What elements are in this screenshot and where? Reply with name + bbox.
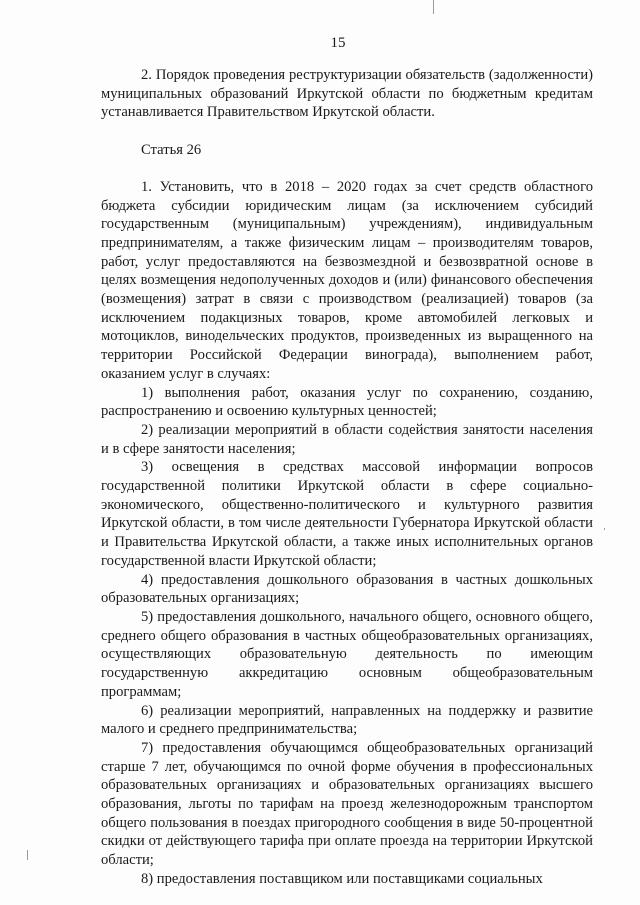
- list-item: 5) предоставления дошкольного, начального общего, основного общего, среднего общего образования в частных общеобразовательных организациях, осуществляющих образовательную деятельность по имеющим государственную аккредитацию основным общеобразовательным программам;: [101, 608, 593, 700]
- scan-mark-left: [27, 850, 28, 860]
- page-number: 15: [330, 35, 346, 51]
- list-item: 8) предоставления поставщиком или поставщиками социальных: [141, 870, 543, 887]
- list-item: 7) предоставления обучающимся общеобразовательных организаций старше 7 лет, обучающимся по очной форме обучения в профессиональных образовательных организациях и образовательных организациях высшего образования, льготы по тарифам на проезд железнодорожным транспортом общего пользования в поездах пригородного сообщения в виде 50-процентной скидки от действующего тарифа при оплате проезда на территории Иркутской области;: [101, 739, 593, 869]
- scan-mark-top: [433, 0, 434, 14]
- list-item: 6) реализации мероприятий, направленных на поддержку и развитие малого и среднего предпринимательства;: [101, 702, 593, 738]
- list-item: 3) освещения в средствах массовой информации вопросов государственной политики Иркутской области в сфере социально-экономического, общественно-политического и культурного развития Иркутской области, в том числе деятельности Губернатора Иркутской области и Правительства Иркутской области, а также иных исполнительных органов государственной власти Иркутской области;: [101, 459, 593, 569]
- scan-mark-dot: [604, 528, 605, 530]
- document-body: [101, 66, 593, 889]
- paragraph-restructuring: 2. Порядок проведения реструктуризации обязательств (задолженности) муниципальных образований Иркутской области по бюджетным кредитам устанавливается Правительством Иркутской области.: [101, 67, 593, 121]
- article-items-list: [101, 384, 593, 889]
- list-item: 1) выполнения работ, оказания услуг по сохранению, созданию, распространению и освоению культурных ценностей;: [101, 384, 593, 420]
- article-title: Статья 26: [141, 142, 202, 159]
- list-item: 4) предоставления дошкольного образования в частных дошкольных образовательных организациях;: [101, 571, 593, 607]
- article-intro: 1. Установить, что в 2018 – 2020 годах за счет средств областного бюджета субсидии юридическим лицам (за исключением субсидий государственным (муниципальным) учреждениям), индивидуальным предпринимателям, а также физическим лицам – производителям товаров, работ, услуг предоставляются на безвозмездной и безвозвратной основе в целях возмещения недополученных доходов и (или) финансового обеспечения (возмещения) затрат в связи с производством (реализацией) товаров (за исключением подакцизных товаров, кроме автомобилей легковых и мотоциклов, винодельческих продуктов, произведенных из выращенного на территории Российской Федерации винограда), выполнением работ, оказанием услуг в случаях:: [101, 178, 593, 382]
- list-item: 2) реализации мероприятий в области содействия занятости населения и в сфере занятости населения;: [101, 421, 593, 457]
